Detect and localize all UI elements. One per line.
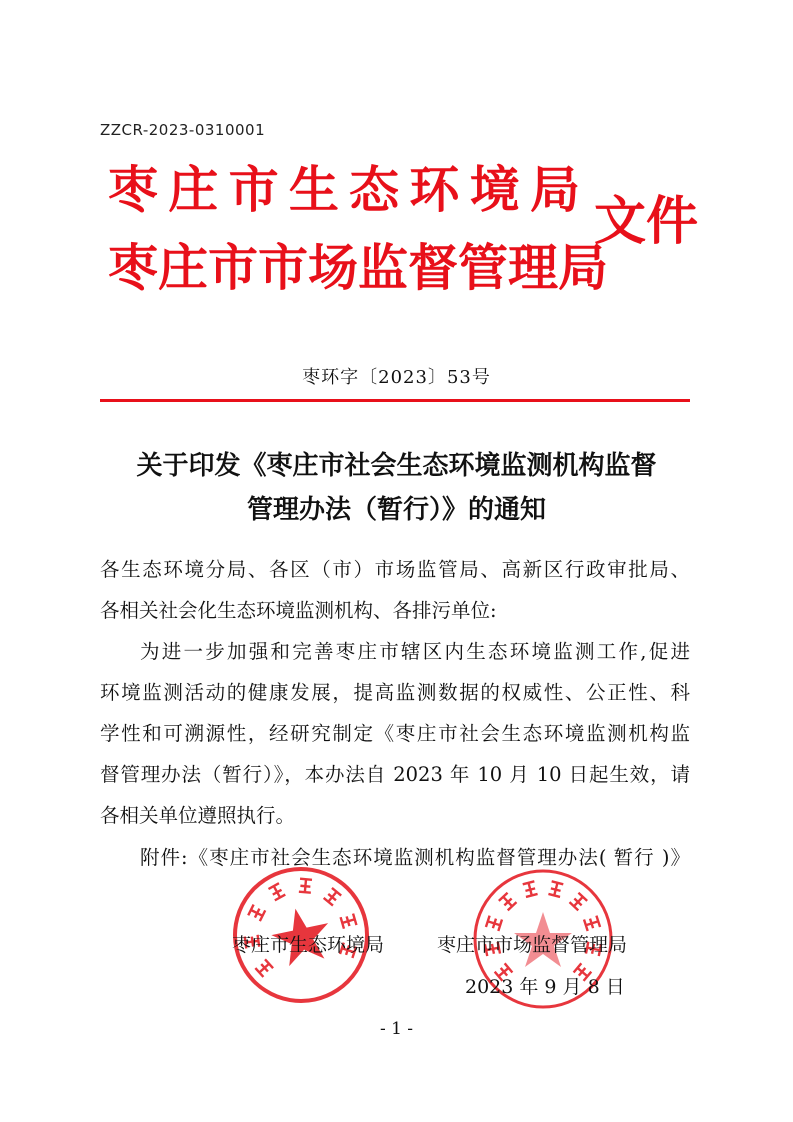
issue-date: 2023 年 9 月 8 日 bbox=[465, 976, 625, 998]
stamp-glyph-mark bbox=[548, 880, 563, 897]
document-title-line-2: 管理办法（暂行）》的通知 bbox=[246, 495, 546, 525]
issuing-org-2: 枣庄市市场监督管理局 bbox=[108, 238, 608, 297]
stamp-glyph-mark bbox=[341, 913, 358, 928]
stamp-glyph-mark bbox=[498, 892, 516, 910]
document-code: ZZCR-2023-0310001 bbox=[100, 121, 266, 139]
signature-org-1: 枣庄市生态环境局 bbox=[232, 934, 385, 956]
body-line: 督管理办法（暂行）》，本办法自 2023 年 10 月 10 日起生效，请 bbox=[100, 763, 690, 786]
body-line: 各相关社会化生态环境监测机构、各排污单位: bbox=[100, 599, 497, 622]
body-line: 环境监测活动的健康发展，提高监测数据的权威性、公正性、科 bbox=[100, 681, 690, 704]
stamp-glyph-mark bbox=[522, 880, 537, 897]
stamp-glyph-mark bbox=[584, 915, 601, 931]
document-number: 枣环字〔2023〕53号 bbox=[302, 367, 491, 388]
stamp-glyph-mark bbox=[255, 959, 273, 977]
document-title-line-1: 关于印发《枣庄市社会生态环境监测机构监督 bbox=[136, 451, 657, 481]
stamp-glyph-mark bbox=[247, 904, 265, 921]
stamp-glyph-mark bbox=[485, 915, 502, 931]
signature-org-2: 枣庄市市场监督管理局 bbox=[437, 934, 628, 956]
issuing-org-1: 枣庄市生态环境局 bbox=[108, 160, 580, 219]
red-divider bbox=[100, 399, 690, 402]
stamp-glyph-mark bbox=[268, 882, 285, 900]
page-number: - 1 - bbox=[379, 1019, 414, 1039]
stamp-glyph-mark bbox=[299, 878, 312, 893]
stamp-glyph-mark bbox=[324, 887, 342, 905]
body-line: 学性和可溯源性，经研究制定《枣庄市社会生态环境监测机构监 bbox=[100, 722, 690, 745]
body-line: 各生态环境分局、各区（市）市场监管局、高新区行政审批局、 bbox=[100, 558, 690, 581]
document-suffix: 文件 bbox=[594, 191, 699, 252]
attachment-line: 附件:《枣庄市社会生态环境监测机构监督管理办法( 暂行 )》 bbox=[140, 846, 690, 869]
body-line: 为进一步加强和完善枣庄市辖区内生态环境监测工作,促进 bbox=[140, 640, 690, 663]
body-line: 各相关单位遵照执行。 bbox=[100, 804, 296, 827]
stamp-glyph-mark bbox=[570, 892, 588, 910]
